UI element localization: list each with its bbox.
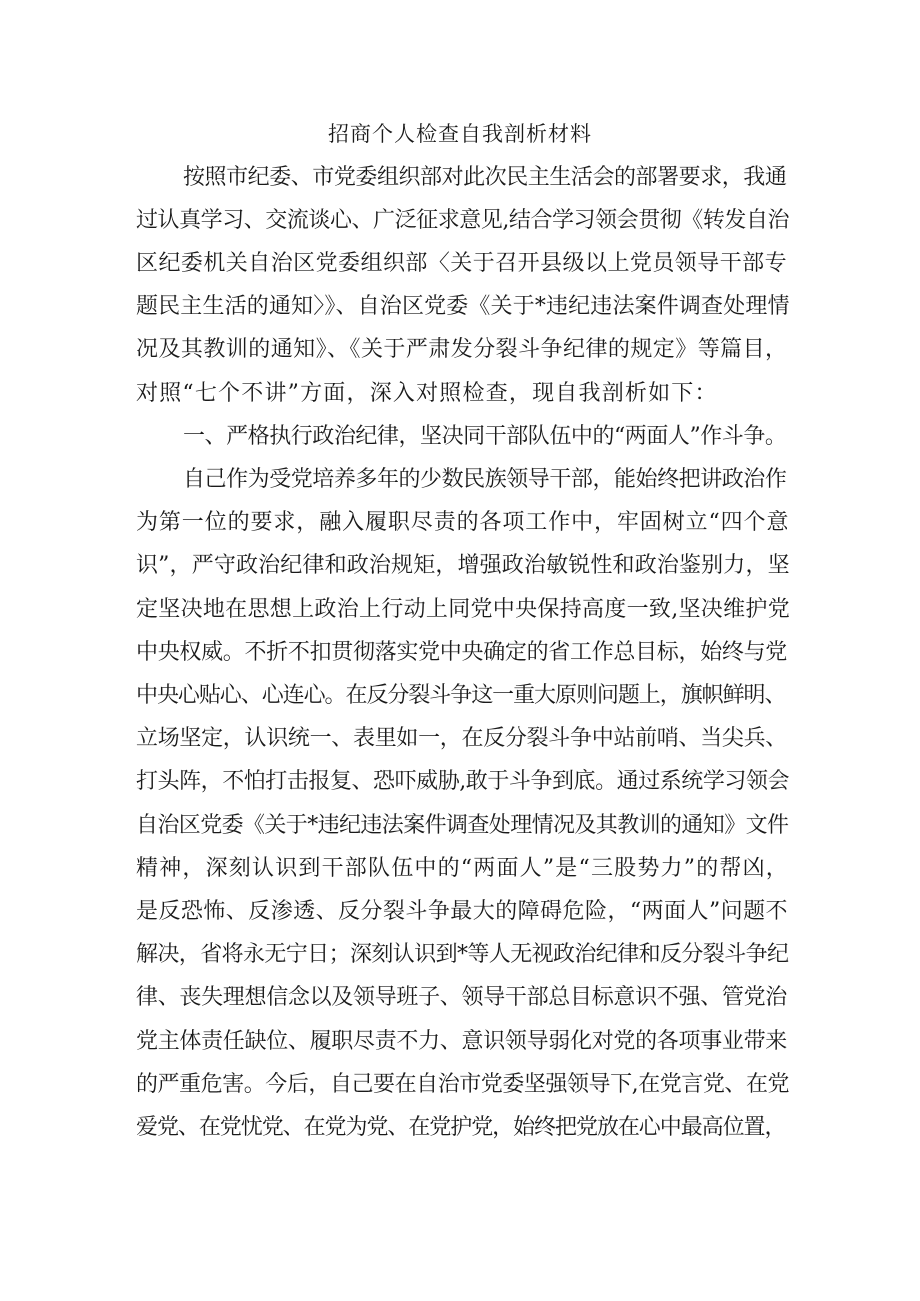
paragraph-line: 爱党、在党忧党、在党为党、在党护党，始终把党放在心中最高位置， bbox=[136, 1115, 786, 1140]
paragraph-line: 自治区党委《关于*违纪违法案件调查处理情况及其教训的通知》文件 bbox=[136, 813, 789, 838]
section-heading: 一、严格执行政治纪律，坚决同干部队伍中的“两面人”作斗争。 bbox=[183, 424, 787, 449]
paragraph-line: 打头阵，不怕打击报复、恐吓威胁,敢于斗争到底。通过系统学习领会 bbox=[136, 769, 790, 794]
paragraph-line: 识”，严守政治纪律和政治规矩，增强政治敏锐性和政治鉴别力，坚 bbox=[136, 553, 790, 578]
paragraph-line: 是反恐怖、反渗透、反分裂斗争最大的障碍危险，“两面人”问题不 bbox=[136, 899, 788, 924]
paragraph-line: 题民主生活的通知〉》、自治区党委《关于*违纪违法案件调查处理情 bbox=[136, 294, 790, 319]
paragraph-line: 律、丧失理想信念以及领导班子、领导干部总目标意识不强、管党治 bbox=[136, 985, 788, 1010]
paragraph-line: 党主体责任缺位、履职尽责不力、意识领导弱化对党的各项事业带来 bbox=[136, 1029, 788, 1054]
paragraph-line: 区纪委机关自治区党委组织部〈关于召开县级以上党员领导干部专 bbox=[136, 251, 788, 276]
paragraph-line: 中央心贴心、心连心。在反分裂斗争这一重大原则问题上，旗帜鲜明、 bbox=[136, 683, 786, 708]
paragraph-line: 的严重危害。今后，自己要在自治市党委坚强领导下,在党言党、在党 bbox=[136, 1072, 790, 1097]
paragraph-line: 对照“七个不讲”方面，深入对照检查，现自我剖析如下： bbox=[136, 381, 718, 406]
paragraph-line: 立场坚定，认识统一、表里如一，在反分裂斗争中站前哨、当尖兵、 bbox=[136, 726, 788, 751]
paragraph-line: 况及其教训的通知》、《关于严肃发分裂斗争纪律的规定》等篇目， bbox=[136, 337, 788, 362]
paragraph-line: 精神，深刻认识到干部队伍中的“两面人”是“三股势力”的帮凶， bbox=[136, 856, 789, 881]
paragraph-line: 按照市纪委、市党委组织部对此次民主生活会的部署要求，我通 bbox=[183, 165, 787, 190]
paragraph-line: 定坚决地在思想上政治上行动上同党中央保持高度一致,坚决维护党 bbox=[136, 597, 790, 622]
paragraph-line: 中央权威。不折不扣贯彻落实党中央确定的省工作总目标，始终与党 bbox=[136, 640, 788, 665]
document-title: 招商个人检查自我剖析材料 bbox=[328, 122, 592, 146]
paragraph-line: 解决，省将永无宁日；深刻认识到*等人无视政治纪律和反分裂斗争纪 bbox=[136, 942, 789, 967]
paragraph-line: 为第一位的要求，融入履职尽责的各项工作中，牢固树立“四个意 bbox=[136, 510, 790, 535]
paragraph-line: 过认真学习、交流谈心、广泛征求意见,结合学习领会贯彻《转发自治 bbox=[136, 208, 790, 233]
paragraph-line: 自己作为受党培养多年的少数民族领导干部，能始终把讲政治作 bbox=[183, 467, 787, 492]
